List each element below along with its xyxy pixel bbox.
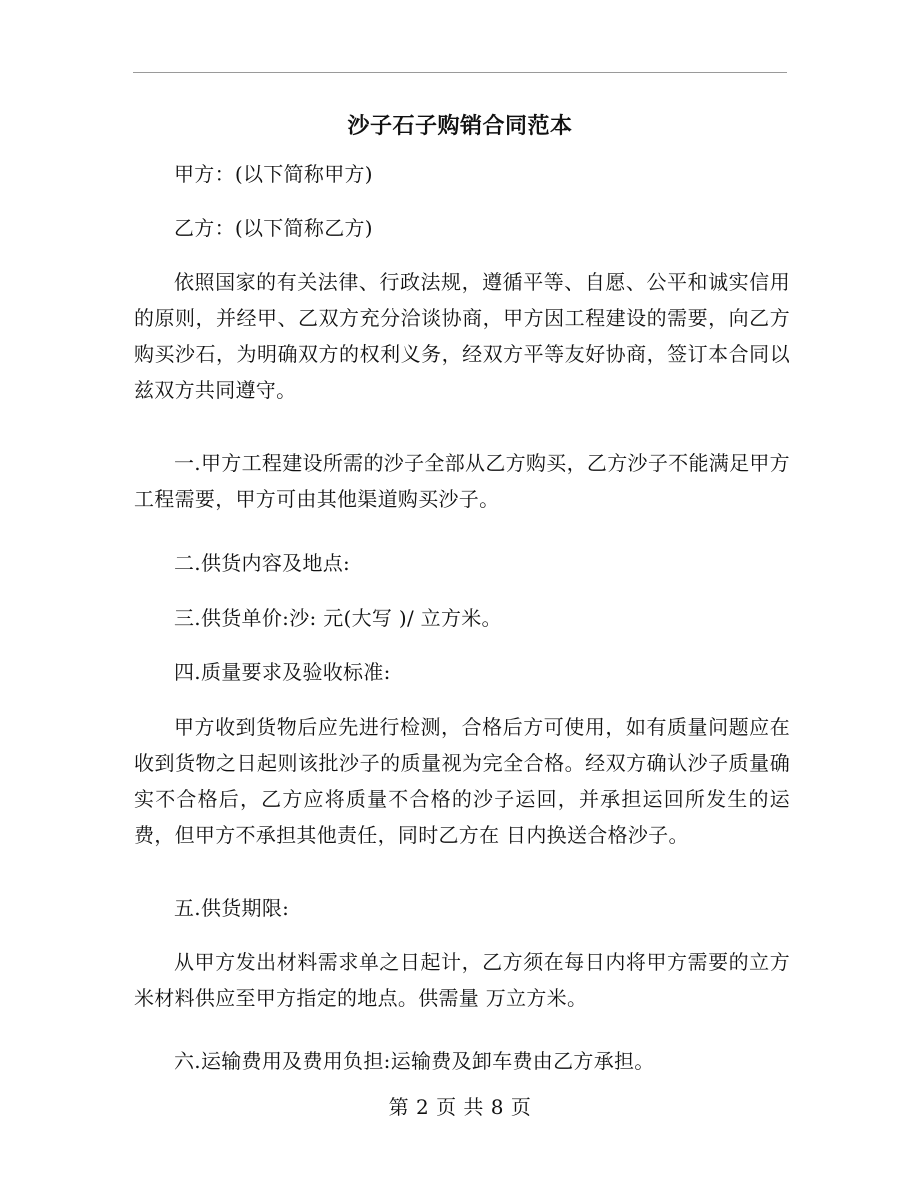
clause-3-heading: 三.供货单价:沙: 元(大写 )/ 立方米。 [174, 606, 502, 630]
preamble-paragraph: 依照国家的有关法律、行政法规，遵循平等、自愿、公平和诚实信用的原则，并经甲、乙双方充分洽谈协商，甲方因工程建设的需要，向乙方购买沙石，为明确双方的权利义务，经双方平等友好协商，签订本合同以兹双方共同遵守。 [134, 270, 790, 402]
clause-1-paragraph: 一.甲方工程建设所需的沙子全部从乙方购买，乙方沙子不能满足甲方工程需要，甲方可由其他渠道购买沙子。 [134, 451, 790, 511]
document-title: 沙子石子购销合同范本 [347, 113, 573, 139]
clause-4-body: 甲方收到货物后应先进行检测，合格后方可使用，如有质量问题应在收到货物之日起则该批沙子的质量视为完全合格。经双方确认沙子质量确实不合格后，乙方应将质量不合格的沙子运回，并承担运回所发生的运费，但甲方不承担其他责任，同时乙方在 日内换送合格沙子。 [134, 715, 790, 847]
clause-4-heading: 四.质量要求及验收标准: [174, 660, 391, 684]
clause-5-body: 从甲方发出材料需求单之日起计，乙方须在每日内将甲方需要的立方米材料供应至甲方指定的地点。供需量 万立方米。 [134, 950, 790, 1010]
header-rule [133, 72, 787, 73]
page-number: 第 2 页 共 8 页 [388, 1095, 532, 1119]
clause-2-heading: 二.供货内容及地点: [174, 551, 351, 575]
party-a-line: 甲方：(以下简称甲方) [174, 162, 373, 186]
clause-5-heading: 五.供货期限: [174, 896, 290, 920]
party-b-line: 乙方：(以下简称乙方) [174, 216, 373, 240]
clause-6-paragraph: 六.运输费用及费用负担:运输费及卸车费由乙方承担。 [174, 1049, 655, 1073]
